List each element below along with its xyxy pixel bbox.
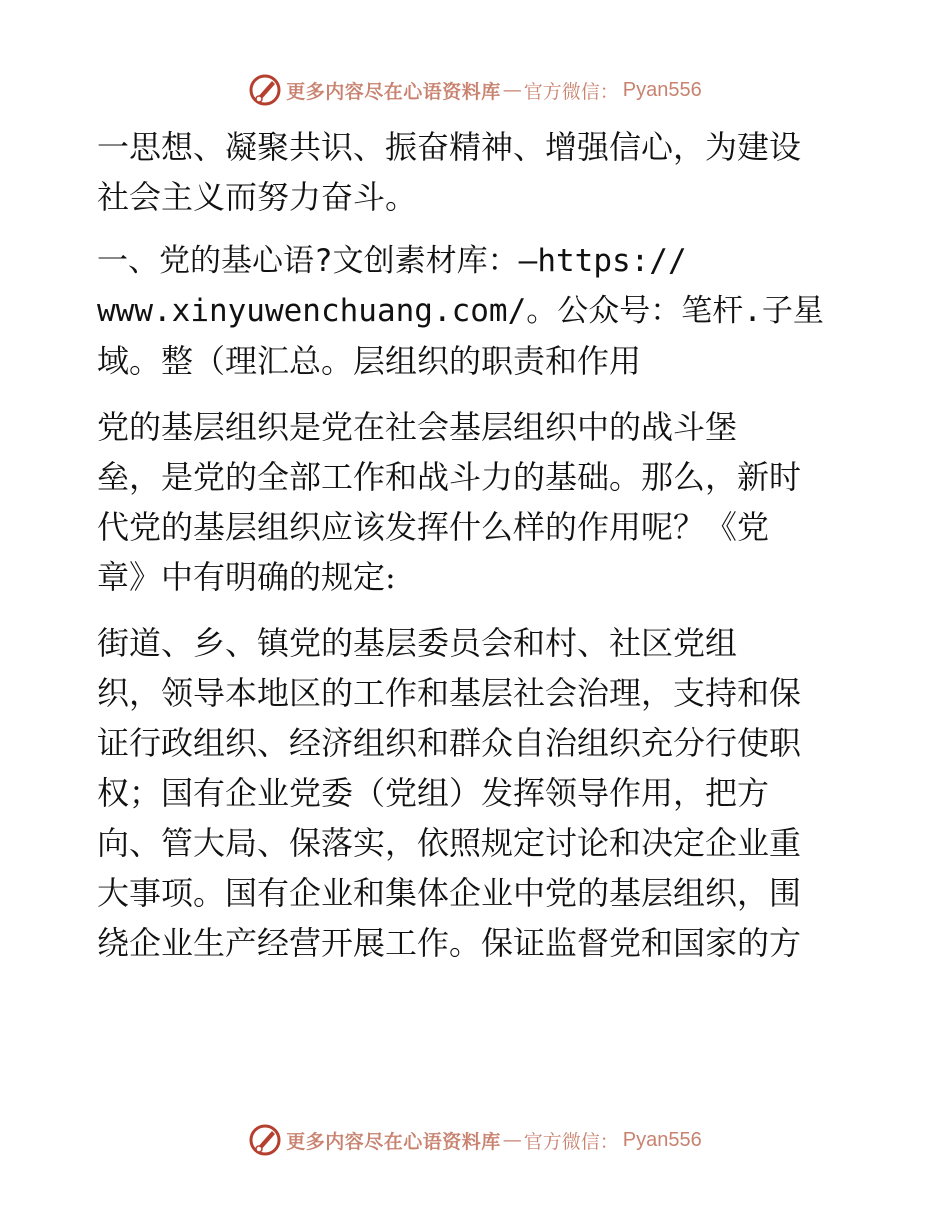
- body-line: 大事项。国有企业和集体企业中党的基层组织，围: [97, 874, 802, 912]
- body-line: 绕企业生产经营开展工作。保证监督党和国家的方: [97, 924, 802, 962]
- body-line: 一思想、凝聚共识、振奋精神、增强信心，为建设: [97, 128, 802, 166]
- watermark-wechat-label: 官方微信：: [523, 80, 619, 103]
- watermark-wechat-label: 官方微信：: [523, 1130, 619, 1153]
- body-line: 织，领导本地区的工作和基层社会治理，支持和保: [97, 674, 802, 712]
- body-line: 街道、乡、镇党的基层委员会和村、社区党组: [97, 624, 738, 662]
- heading-line: 一、党的基心语?文创素材库：—https://: [97, 243, 687, 279]
- watermark-wechat-id: Pyan556: [622, 78, 702, 101]
- body-line: 代党的基层组织应该发挥什么样的作用呢？《党: [97, 508, 770, 546]
- watermark-banner-bottom: [0, 1120, 950, 1160]
- body-line: 章》中有明确的规定:: [97, 558, 396, 596]
- watermark-wechat-id: Pyan556: [622, 1128, 702, 1151]
- body-line: 社会主义而努力奋斗。: [97, 178, 418, 216]
- heading-line: www.xinyuwenchuang.com/。公众号：笔杆.子星: [97, 293, 824, 329]
- pen-logo-icon: [248, 1123, 282, 1157]
- heading-line: 域。整（理汇总。层组织的职责和作用: [97, 342, 642, 380]
- watermark-dash: —: [502, 79, 522, 101]
- body-line: 权；国有企业党委（党组）发挥领导作用，把方: [97, 774, 770, 812]
- watermark-banner-top: [0, 70, 950, 110]
- body-line: 垒，是党的全部工作和战斗力的基础。那么，新时: [97, 458, 802, 496]
- pen-logo-icon: [248, 73, 282, 107]
- watermark-main-text: 更多内容尽在心语资料库: [286, 80, 501, 103]
- watermark-main-text: 更多内容尽在心语资料库: [286, 1130, 501, 1153]
- body-line: 向、管大局、保落实，依照规定讨论和决定企业重: [97, 824, 802, 862]
- body-line: 证行政组织、经济组织和群众自治组织充分行使职: [97, 724, 802, 762]
- document-body: [97, 122, 857, 968]
- body-line: 党的基层组织是党在社会基层组织中的战斗堡: [97, 408, 738, 446]
- watermark-dash: —: [502, 1129, 522, 1151]
